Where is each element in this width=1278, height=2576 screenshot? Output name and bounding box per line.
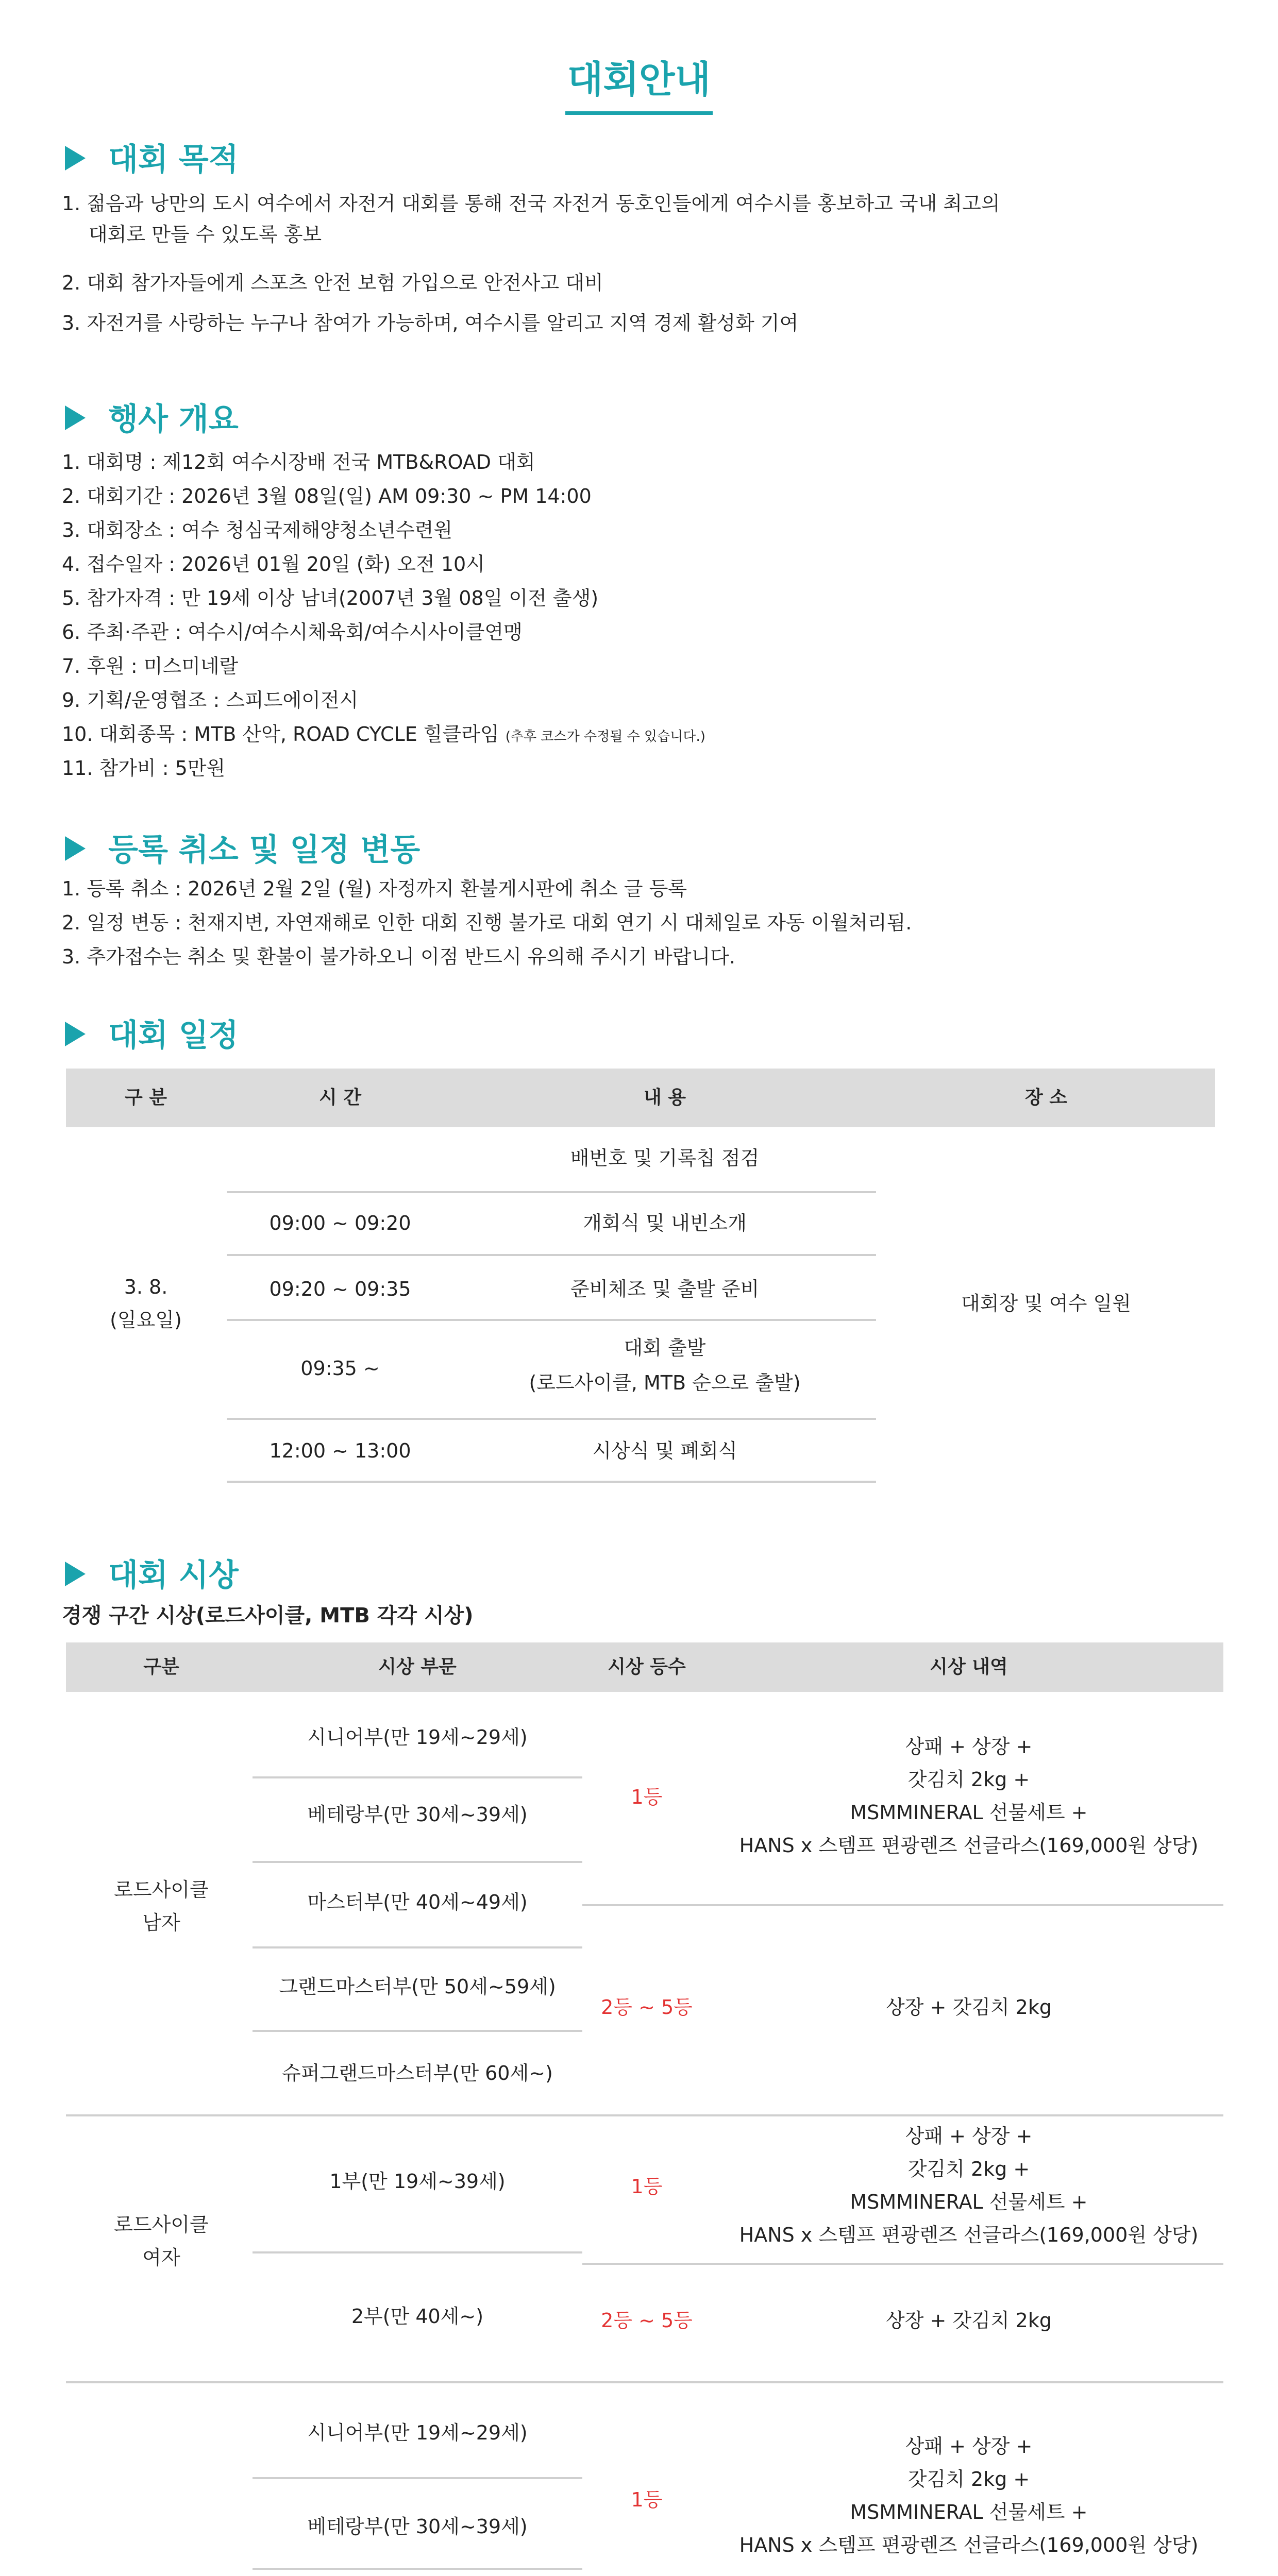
schedule-row-5-time: 12:00 ~ 13:00	[269, 1439, 411, 1462]
rank-1: 1등	[631, 2488, 663, 2511]
prize1-line-4: HANS x 스템프 편광렌즈 선글라스(169,000원 상당)	[739, 2534, 1199, 2556]
divider	[582, 1904, 1223, 1906]
triangle-bullet-icon	[65, 146, 86, 171]
divider	[253, 2251, 582, 2253]
divider	[253, 2568, 582, 2570]
category-road-male-3: 마스터부(만 40세~49세)	[307, 1891, 528, 1913]
schedule-header-place: 장 소	[1024, 1087, 1068, 1108]
prize2: 상장 + 갓김치 2kg	[886, 1996, 1052, 2019]
schedule-row-1-content: 배번호 및 기록칩 점검	[570, 1147, 760, 1170]
divider	[253, 1946, 582, 1948]
prize1-line-4: HANS x 스템프 편광렌즈 선글라스(169,000원 상당)	[739, 2224, 1199, 2246]
schedule-date: 3. 8.	[124, 1276, 168, 1298]
prize1-line-2: 갓김치 2kg +	[907, 2158, 1030, 2180]
prize1-line-1: 상패 + 상장 +	[905, 2435, 1033, 2458]
triangle-bullet-icon	[65, 1022, 86, 1046]
category-road-female-2: 2부(만 40세~)	[351, 2305, 484, 2328]
prize1-line-2: 갓김치 2kg +	[907, 1768, 1030, 1791]
schedule-weekday: (일요일)	[110, 1309, 182, 1331]
section-heading-awards: 대회 시상	[65, 1551, 239, 1595]
prize1-line-3: MSMMINERAL 선물세트 +	[850, 2191, 1088, 2213]
rank-1: 1등	[631, 2175, 663, 2198]
rank-2-5: 2등 ~ 5등	[601, 1996, 693, 2019]
schedule-header-content: 내 용	[643, 1087, 686, 1108]
divider	[66, 2114, 1223, 2116]
overview-item-3: 3. 대회장소 : 여수 청심국제해양청소년수련원	[62, 519, 453, 541]
awards-header-rank: 시상 등수	[608, 1656, 686, 1677]
prize2: 상장 + 갓김치 2kg	[886, 2309, 1052, 2332]
prize1-line-1: 상패 + 상장 +	[905, 2125, 1033, 2147]
group-road-male-name: 로드사이클	[114, 1878, 209, 1901]
course-note: (추후 코스가 수정될 수 있습니다.)	[505, 729, 705, 744]
overview-item-5: 5. 참가자격 : 만 19세 이상 남녀(2007년 3월 08일 이전 출생)	[62, 587, 599, 609]
divider	[253, 1861, 582, 1863]
rank-1: 1등	[631, 1786, 663, 1808]
divider	[227, 1319, 876, 1321]
divider	[227, 1254, 876, 1256]
awards-header-div: 구분	[143, 1656, 179, 1677]
schedule-row-5-content: 시상식 및 폐회식	[592, 1439, 737, 1462]
purpose-item-3: 3. 자전거를 사랑하는 누구나 참여가 가능하며, 여수시를 알리고 지역 경제 활성화 기여	[62, 312, 799, 334]
divider	[253, 2477, 582, 2479]
prize1-line-3: MSMMINERAL 선물세트 +	[850, 1801, 1088, 1824]
schedule-header-time: 시 간	[318, 1087, 362, 1108]
prize1-line-3: MSMMINERAL 선물세트 +	[850, 2501, 1088, 2523]
category-road-male-5: 슈퍼그랜드마스터부(만 60세~)	[282, 2062, 553, 2084]
schedule-row-2-content: 개회식 및 내빈소개	[583, 1212, 747, 1234]
divider	[227, 1481, 876, 1483]
overview-item-10: 10. 대회종목 : MTB 산악, ROAD CYCLE 힐클라임 (추후 코스가 수정될 수 있습니다.)	[62, 723, 705, 745]
triangle-bullet-icon	[65, 836, 86, 861]
divider	[253, 1776, 582, 1778]
schedule-row-2-time: 09:00 ~ 09:20	[269, 1212, 411, 1234]
prize1-line-2: 갓김치 2kg +	[907, 2468, 1030, 2490]
overview-item-11: 11. 참가비 : 5만원	[62, 757, 226, 779]
cancel-item-3: 3. 추가접수는 취소 및 환불이 불가하오니 이점 반드시 유의해 주시기 바랍니다.	[62, 945, 736, 968]
section-heading-overview: 행사 개요	[65, 395, 239, 439]
schedule-row-3-content: 준비체조 및 출발 준비	[570, 1278, 760, 1300]
group-road-male-gender: 남자	[142, 1911, 180, 1934]
divider	[227, 1418, 876, 1420]
cancel-item-2: 2. 일정 변동 : 천재지변, 자연재해로 인한 대회 진행 불가로 대회 연기 시 대체일로 자동 이월처리됨.	[62, 911, 912, 934]
divider	[582, 2263, 1223, 2265]
overview-item-6: 6. 주최·주관 : 여수시/여수시체육회/여수시사이클연맹	[62, 621, 523, 643]
category-road-female-1: 1부(만 19세~39세)	[329, 2170, 506, 2193]
page-title: 대회안내	[0, 49, 1278, 115]
divider	[66, 2381, 1223, 2383]
section-heading-cancel: 등록 취소 및 일정 변동	[65, 825, 420, 870]
schedule-row-3-time: 09:20 ~ 09:35	[269, 1278, 411, 1300]
purpose-item-1-cont: 대회로 만들 수 있도록 홍보	[89, 223, 322, 246]
category-road-male-1: 시니어부(만 19세~29세)	[307, 1726, 528, 1749]
awards-subtitle: 경쟁 구간 시상(로드사이클, MTB 각각 시상)	[62, 1604, 474, 1628]
category-mtb-male-2: 베테랑부(만 30세~39세)	[307, 2515, 528, 2538]
divider	[253, 2030, 582, 2032]
prize1-line-1: 상패 + 상장 +	[905, 1735, 1033, 1758]
purpose-item-1: 1. 젊음과 낭만의 도시 여수에서 자전거 대회를 통해 전국 자전거 동호인들에게 여수시를 홍보하고 국내 최고의	[62, 192, 1000, 215]
prize1-line-4: HANS x 스템프 편광렌즈 선글라스(169,000원 상당)	[739, 1834, 1199, 1857]
overview-item-4: 4. 접수일자 : 2026년 01월 20일 (화) 오전 10시	[62, 553, 485, 575]
overview-item-7: 7. 후원 : 미스미네랄	[62, 655, 239, 677]
group-road-female-name: 로드사이클	[114, 2213, 209, 2236]
rank-2-5: 2등 ~ 5등	[601, 2309, 693, 2332]
triangle-bullet-icon	[65, 405, 86, 430]
schedule-row-4-content: 대회 출발	[624, 1336, 706, 1359]
schedule-row-4-time: 09:35 ~	[300, 1357, 380, 1380]
category-road-male-2: 베테랑부(만 30세~39세)	[307, 1803, 528, 1826]
schedule-header-div: 구 분	[124, 1087, 167, 1108]
divider	[227, 1191, 876, 1193]
triangle-bullet-icon	[65, 1562, 86, 1586]
purpose-item-2: 2. 대회 참가자들에게 스포츠 안전 보험 가입으로 안전사고 대비	[62, 272, 603, 294]
section-heading-purpose: 대회 목적	[65, 135, 239, 179]
awards-header-prize: 시상 내역	[930, 1656, 1008, 1677]
group-road-female-gender: 여자	[142, 2246, 180, 2269]
schedule-place: 대회장 및 여수 일원	[961, 1292, 1131, 1315]
cancel-item-1: 1. 등록 취소 : 2026년 2월 2일 (월) 자정까지 환불게시판에 취소 글 등록	[62, 877, 687, 900]
overview-item-1: 1. 대회명 : 제12회 여수시장배 전국 MTB&ROAD 대회	[62, 451, 535, 473]
overview-item-2: 2. 대회기간 : 2026년 3월 08일(일) AM 09:30 ~ PM 14:00	[62, 485, 592, 507]
section-heading-schedule: 대회 일정	[65, 1011, 239, 1055]
category-road-male-4: 그랜드마스터부(만 50세~59세)	[279, 1975, 556, 1998]
schedule-row-4-content-detail: (로드사이클, MTB 순으로 출발)	[529, 1371, 801, 1394]
awards-header-category: 시상 부문	[378, 1656, 457, 1677]
category-mtb-male-1: 시니어부(만 19세~29세)	[307, 2421, 528, 2444]
overview-item-9: 9. 기획/운영협조 : 스피드에이전시	[62, 689, 359, 711]
